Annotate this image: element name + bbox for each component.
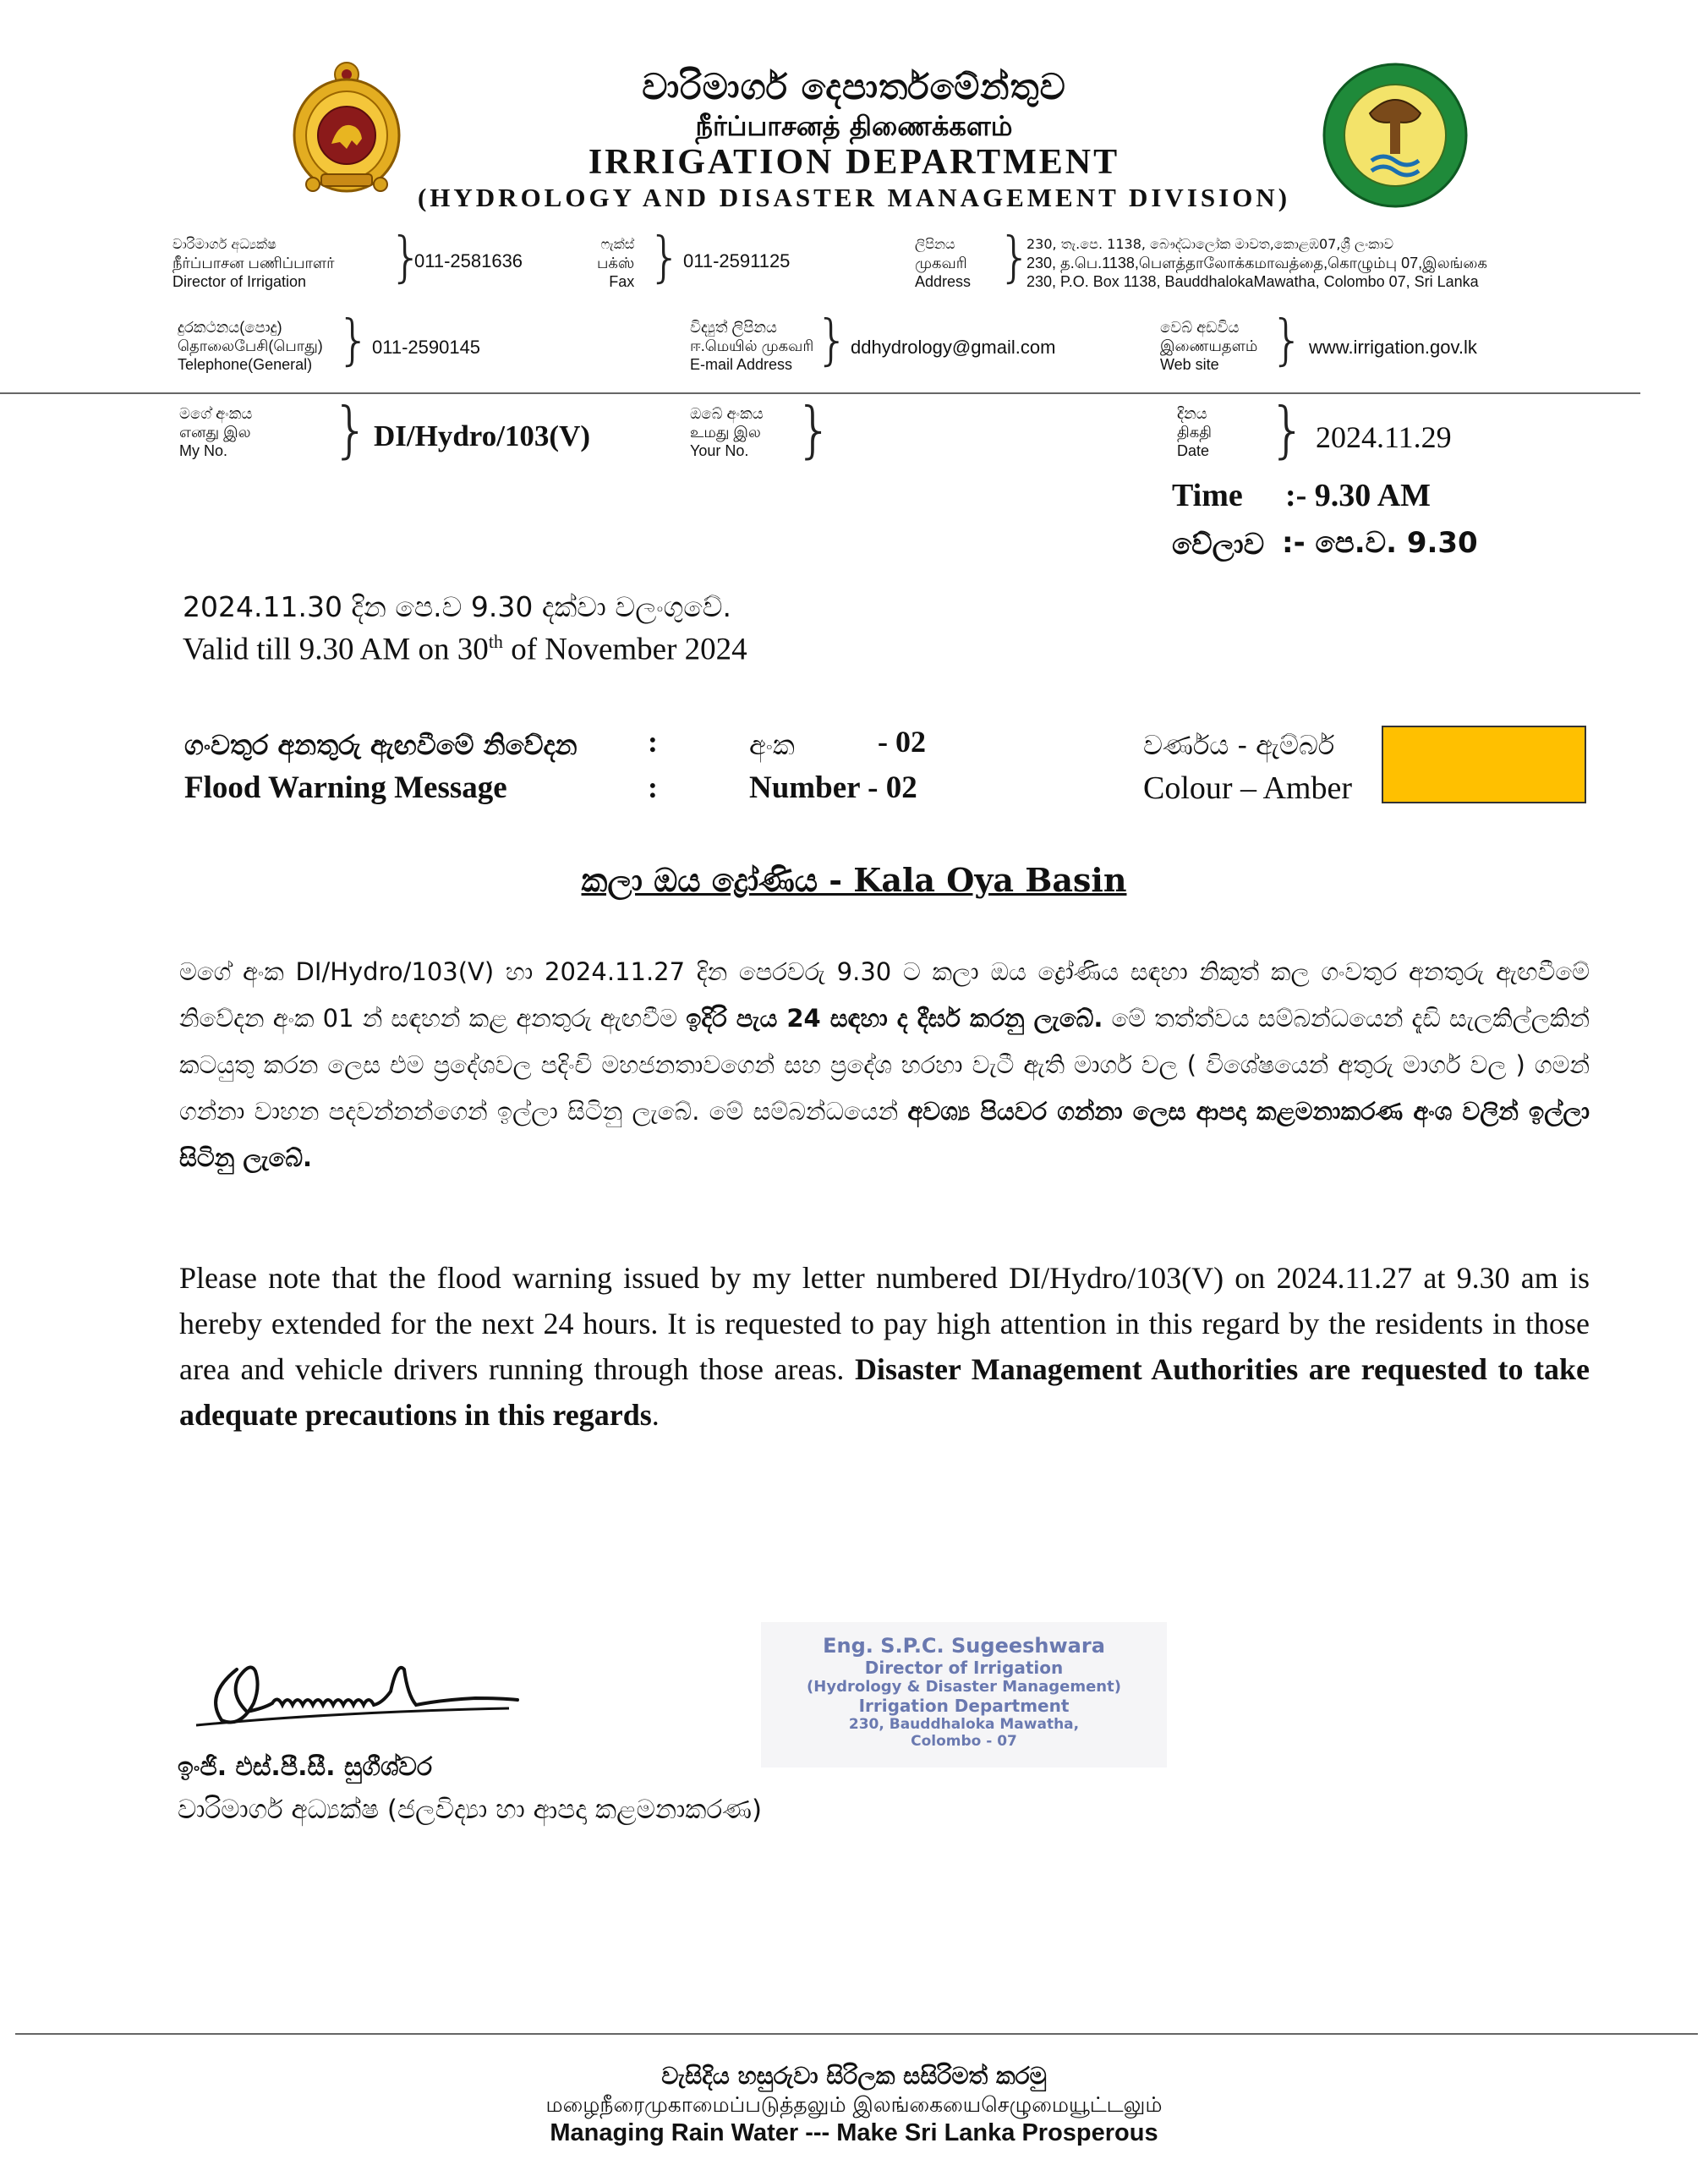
email-address[interactable]: ddhydrology@gmail.com xyxy=(851,337,1056,358)
warning-label-si: ගංවතුර අනතුරු ඇඟවීමේ නිවේදන xyxy=(184,729,578,761)
handwritten-signature xyxy=(188,1644,543,1737)
telephone-general: 011-2590145 xyxy=(372,337,481,358)
footer-slogan-english: Managing Rain Water --- Make Sri Lanka Prosperous xyxy=(550,2119,1158,2146)
warning-label-en: Flood Warning Message xyxy=(184,770,507,805)
signatory-name: ඉංජි. එස්.පී.සී. සුගීශ්වර xyxy=(178,1752,433,1782)
time-label-si: වේලාව xyxy=(1172,528,1265,562)
colour-label-en: Colour – Amber xyxy=(1143,770,1352,806)
division-subtitle: (HYDROLOGY AND DISASTER MANAGEMENT DIVISION) xyxy=(417,183,1291,212)
footer-slogan-sinhala: වැසිදිය හසුරුවා සිරිලක සසිරිමත් කරමු xyxy=(661,2062,1047,2090)
footer-slogan-tamil: மழைநீரைமுகாமைப்படுத்தலும் இலங்கையைசெழுமையூட்டலும் xyxy=(545,2092,1163,2117)
brace: } xyxy=(998,227,1032,289)
my-reference-number: DI/Hydro/103(V) xyxy=(374,419,591,452)
address-label: ලිපිනය முகவரி Address xyxy=(915,236,972,290)
warning-colon: : xyxy=(648,770,658,804)
website-label: වෙබ් අඩවිය இணையதளம் Web site xyxy=(1160,319,1258,373)
email-label: විද්‍යුත් ලිපිනය ஈ.மெயில் முகவரி E-mail Address xyxy=(690,319,814,373)
brace: } xyxy=(795,394,834,465)
colour-label-si: වර්ණය - ඇම්බර් xyxy=(1143,729,1335,761)
brace: } xyxy=(1270,310,1305,372)
department-title-english: IRRIGATION DEPARTMENT xyxy=(588,143,1120,182)
basin-title: කලා ඔය ද්‍රෝණිය - Kala Oya Basin xyxy=(581,861,1127,899)
warning-number-label-si: අංක xyxy=(749,729,795,761)
brace: } xyxy=(648,227,682,289)
warning-number-value-si: - 02 xyxy=(878,725,926,759)
fax-label: ෆැක්ස් பக்ஸ் Fax xyxy=(597,236,635,290)
signatory-title: වාරිමාර්ග අධ්‍යක්ෂ (ජලවිද්‍යා හා ආපදා කළමනාකරණ) xyxy=(178,1795,763,1825)
department-title-tamil: நீர்ப்பாசனத் திணைக்களம் xyxy=(695,110,1013,142)
director-phone: 011-2581636 xyxy=(414,250,523,271)
stamp-name: Eng. S.P.C. Sugeeshwara xyxy=(823,1634,1105,1658)
stamp-title: Director of Irrigation xyxy=(864,1658,1064,1678)
telephone-label: දුරකථනය(පොදු) தொலைபேசி(பொது) Telephone(General) xyxy=(178,319,323,373)
amber-colour-swatch xyxy=(1382,726,1586,803)
time-value-si: :- පෙ.ව. 9.30 xyxy=(1282,526,1478,560)
stamp-address: 230, Bauddhaloka Mawatha, xyxy=(848,1716,1080,1733)
address-lines: 230, තැ.පෙ. 1138, බෞද්ධාලෝක මාවත,කොළඹ07,ශ්‍රී ලංකාව 230, த.பெ.1138,பௌத்தாலோக்கமாவத்தை,கொழும்பு 07,இலங்கை 230, P.O. Box 1138, BauddhalokaMawatha, Colombo 07, Sri Lanka xyxy=(1026,236,1487,290)
brace: } xyxy=(331,394,370,465)
stamp-division: (Hydrology & Disaster Management) xyxy=(807,1678,1121,1696)
warning-number-en: Number - 02 xyxy=(749,770,917,805)
time-label-en: Time xyxy=(1172,478,1243,513)
validity-sinhala: 2024.11.30 දින පෙ.ව 9.30 දක්වා වලංගුවේ. xyxy=(183,590,731,623)
validity-english: Valid till 9.30 AM on 30th of November 2024 xyxy=(183,631,747,667)
letter-date: 2024.11.29 xyxy=(1316,420,1452,454)
website-url[interactable]: www.irrigation.gov.lk xyxy=(1309,337,1477,358)
time-value-en: :- 9.30 AM xyxy=(1285,478,1432,513)
footer-divider xyxy=(15,2033,1698,2035)
warning-colon: : xyxy=(648,725,658,759)
brace: } xyxy=(337,310,371,372)
brace: } xyxy=(815,310,850,372)
fax-number: 011-2591125 xyxy=(683,250,791,271)
stamp-department: Irrigation Department xyxy=(858,1696,1070,1716)
my-no-label: මගේ අංකය எனது இல My No. xyxy=(179,405,253,459)
brace: } xyxy=(1268,394,1307,465)
stamp-city: Colombo - 07 xyxy=(911,1733,1017,1750)
body-paragraph-sinhala: මගේ අංක DI/Hydro/103(V) හා 2024.11.27 දින පෙරවරු 9.30 ට කලා ඔය ද්‍රෝණිය සඳහා නිකුත් කල ගංවතුර අනතුරු ඇඟවීමේ නිවේදන අංක 01 න් සඳහන් කළ අනතුරු ඇඟවීම ඉදිරි පැය 24 සඳහා ද දීර්ඝ කරනු ලැබේ. මේ තත්ත්වය සම්බන්ධයෙන් දැඩි සැලකිල්ලකින් කටයුතු කරන ලෙස එම ප්‍රදේශවල පදිංචි මහජනතාවගෙන් සහ ප්‍රදේශ හරහා වැටී ඇති මාර්ග වල ( විශේෂයෙන් අතුරු මාර්ග වල ) ගමන් ගන්නා වාහන පදවන්නන්ගෙන් ඉල්ලා සිටිනු ලැබේ. මේ සම්බන්ධයෙන් අවශ්‍ය පියවර ගන්නා ලෙස ආපදා කළමනාකරණ අංශ වලින් ඉල්ලා සිටිනු ලැබේ. xyxy=(179,957,1590,1172)
department-title-sinhala: වාරිමාර්ග දෙපාර්තමේන්තුව xyxy=(642,66,1066,107)
body-paragraph-english: Please note that the flood warning issued by my letter numbered DI/Hydro/103(V) on 2024.11.27 at 9.30 am is hereby extended for the next 24 hours. It is requested to pay high attention in this regard by the residents in those area and vehicle drivers running through those areas. Disaster Management Authorities are requested to take adequate precautions in this regards. xyxy=(179,1261,1590,1432)
your-no-label: ඔබේ අංකය உமது இல Your No. xyxy=(690,405,764,459)
director-label: වාරිමාර්ග අධ්‍යක්ෂ நீர்ப்பாசன பணிப்பாளர் Director of Irrigation xyxy=(172,236,335,290)
brace: } xyxy=(389,227,424,289)
date-label: දිනය திகதி Date xyxy=(1177,405,1213,459)
official-stamp xyxy=(761,1622,1167,1768)
